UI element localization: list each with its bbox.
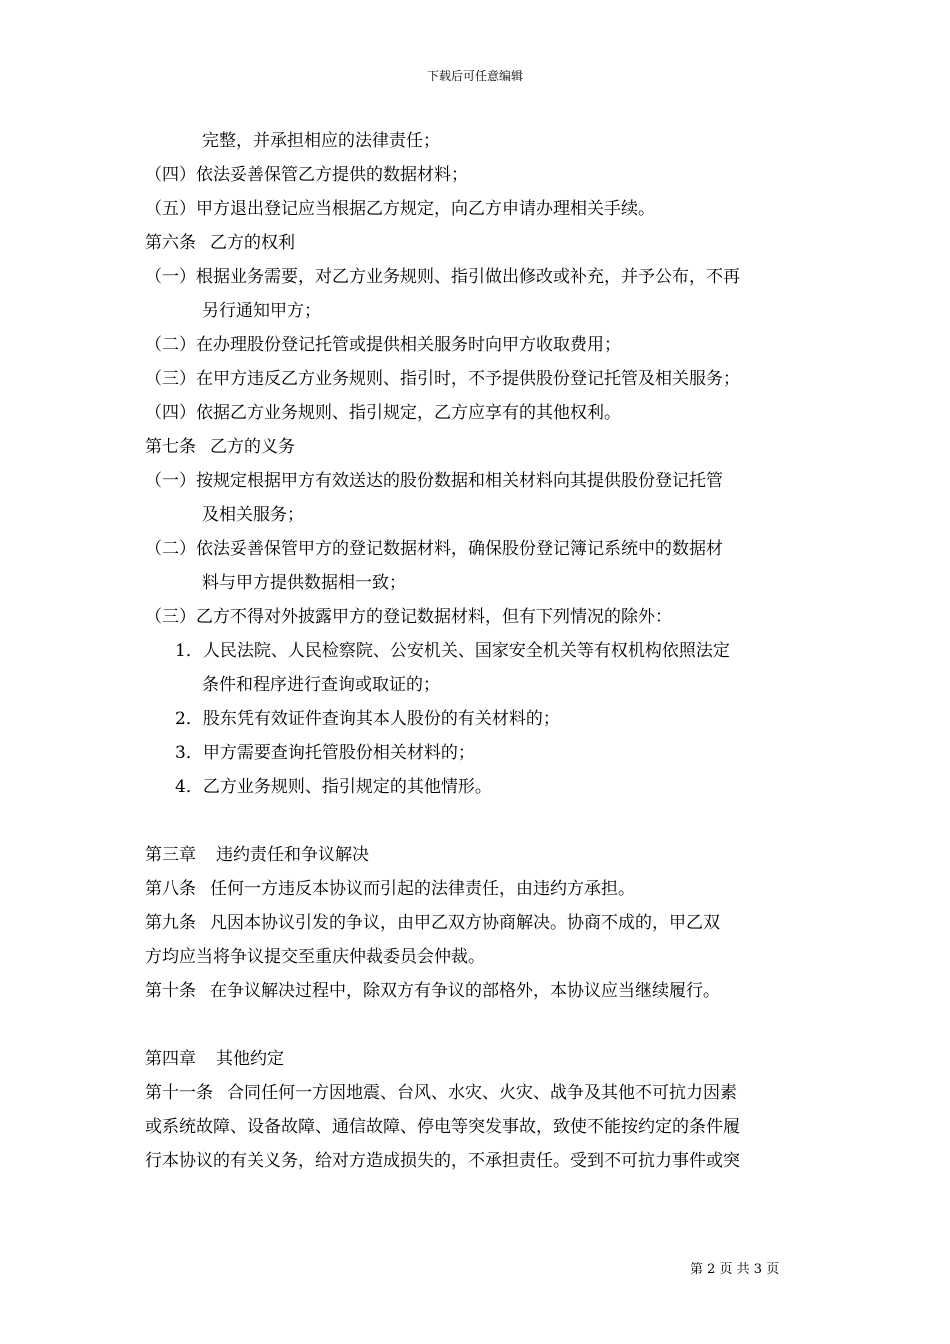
article-line bbox=[145, 1076, 825, 1110]
page-header: 下载后可任意编辑 bbox=[426, 69, 523, 83]
text-line: 方均应当将争议提交至重庆仲裁委员会仲裁。 bbox=[145, 947, 485, 967]
list-item: 3．甲方需要查询托管股份相关材料的； bbox=[175, 743, 475, 763]
text-line: 或系统故障、设备故障、通信故障、停电等突发事故，致使不能按约定的条件履 bbox=[145, 1117, 740, 1137]
list-item: 2．股东凭有效证件查询其本人股份的有关材料的； bbox=[175, 709, 560, 729]
article-number: 第六条 bbox=[145, 233, 196, 253]
text-line: （一）根据业务需要，对乙方业务规则、指引做出修改或补充，并予公布，不再 bbox=[145, 267, 740, 287]
chapter-number: 第四章 bbox=[145, 1049, 196, 1069]
article-text: 在争议解决过程中，除双方有争议的部格外，本协议应当继续履行。 bbox=[210, 981, 720, 1001]
article-text: 合同任何一方因地震、台风、水灾、火灾、战争及其他不可抗力因素 bbox=[227, 1083, 737, 1103]
text-line: （二）在办理股份登记托管或提供相关服务时向甲方收取费用； bbox=[145, 335, 621, 355]
spacer bbox=[145, 804, 825, 838]
article-title: 乙方的权利 bbox=[210, 233, 295, 253]
article-number: 第八条 bbox=[145, 879, 196, 899]
chapter-heading bbox=[145, 838, 825, 872]
list-item: 4．乙方业务规则、指引规定的其他情形。 bbox=[175, 777, 492, 797]
text-line: （三）乙方不得对外披露甲方的登记数据材料，但有下列情况的除外： bbox=[145, 607, 672, 627]
text-line: （二）依法妥善保管甲方的登记数据材料，确保股份登记簿记系统中的数据材 bbox=[145, 539, 723, 559]
text-line: （四）依法妥善保管乙方提供的数据材料； bbox=[145, 165, 468, 185]
article-number: 第九条 bbox=[145, 913, 196, 933]
chapter-heading bbox=[145, 1042, 825, 1076]
article-heading bbox=[145, 226, 825, 260]
article-number: 第十条 bbox=[145, 981, 196, 1001]
chapter-title: 违约责任和争议解决 bbox=[216, 845, 369, 865]
text-line: 完整，并承担相应的法律责任； bbox=[202, 131, 440, 151]
chapter-number: 第三章 bbox=[145, 845, 196, 865]
article-number: 第十一条 bbox=[145, 1083, 213, 1103]
text-line: （三）在甲方违反乙方业务规则、指引时，不予提供股份登记托管及相关服务； bbox=[145, 369, 740, 389]
text-line: 料与甲方提供数据相一致； bbox=[202, 573, 406, 593]
text-line: （四）依据乙方业务规则、指引规定，乙方应享有的其他权利。 bbox=[145, 403, 621, 423]
article-line bbox=[145, 974, 825, 1008]
text-line: 条件和程序进行查询或取证的； bbox=[202, 675, 440, 695]
chapter-title: 其他约定 bbox=[216, 1049, 284, 1069]
article-heading bbox=[145, 430, 825, 464]
article-number: 第七条 bbox=[145, 437, 196, 457]
article-text: 任何一方违反本协议而引起的法律责任，由违约方承担。 bbox=[210, 879, 635, 899]
list-item: 1．人民法院、人民检察院、公安机关、国家安全机关等有权机构依照法定 bbox=[175, 641, 730, 661]
article-line bbox=[145, 906, 825, 940]
text-line: 另行通知甲方； bbox=[202, 301, 321, 321]
article-text: 凡因本协议引发的争议，由甲乙双方协商解决。协商不成的，甲乙双 bbox=[210, 913, 720, 933]
document-body bbox=[145, 124, 825, 1178]
page-footer: 第 2 页 共 3 页 bbox=[690, 1262, 780, 1277]
text-line: （一）按规定根据甲方有效送达的股份数据和相关材料向其提供股份登记托管 bbox=[145, 471, 723, 491]
spacer bbox=[145, 1008, 825, 1042]
article-line bbox=[145, 872, 825, 906]
text-line: 及相关服务； bbox=[202, 505, 304, 525]
text-line: （五）甲方退出登记应当根据乙方规定，向乙方申请办理相关手续。 bbox=[145, 199, 655, 219]
article-title: 乙方的义务 bbox=[210, 437, 295, 457]
text-line: 行本协议的有关义务，给对方造成损失的，不承担责任。受到不可抗力事件或突 bbox=[145, 1151, 740, 1171]
